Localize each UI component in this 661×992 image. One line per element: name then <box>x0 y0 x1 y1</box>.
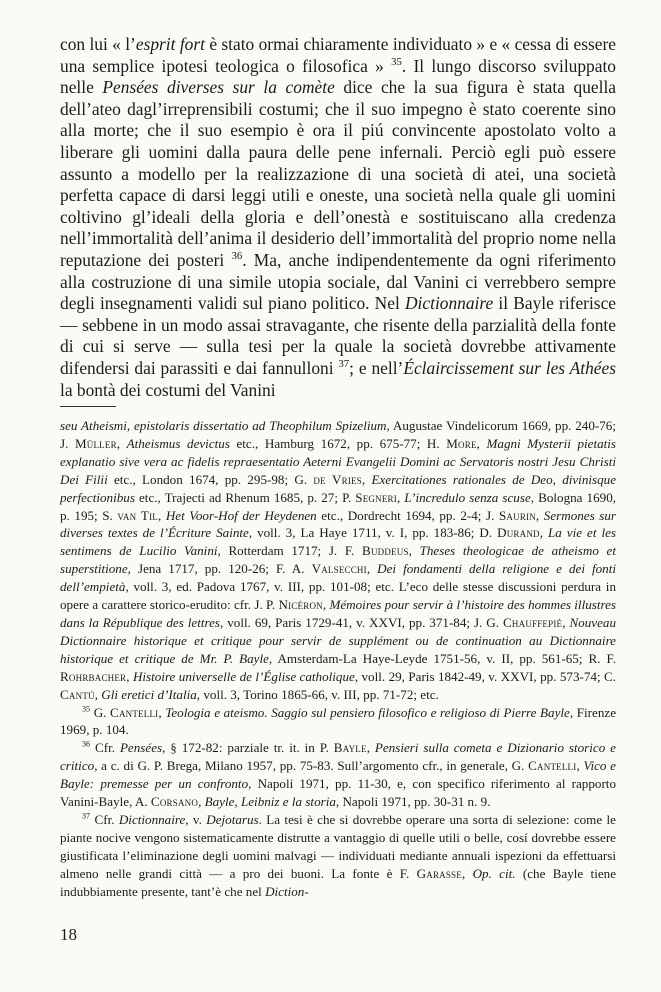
page-number: 18 <box>60 925 77 944</box>
footnote-36: $^{36}$ Cfr. Pensées, § 172-82: parziale tr. it. in P. Bayle, Pensieri sulla cometa e Dizionario storico e critico, a c. di G. P. Brega, Milano 1957, pp. 75-83. Sull’argomento cfr., in generale, G. Cantelli, Vico e Bayle: premesse per un confronto, Napoli 1971, pp. 11-30, e, con specifico riferimento al rapporto Vanini-Bayle, A. Corsano, Bayle, Leibniz e la storia, Napoli 1971, pp. 30-31 n. 9. <box>60 739 616 810</box>
footnote-37: $^{37}$ Cfr. Dictionnaire, v. Dejotarus. La tesi è che si dovrebbe operare una sorta di selezione: come le piante nocive vengono sistematicamente distrutte a vantaggio di quelle utili o belle, cosí dovrebbe essere giustificata l’eliminazione degli uomini malvagi — individuati mediante annuali ispezioni da effettuarsi almeno nelle grandi città — a pro dei buoni. La fonte è F. Garasse, Op. cit. (che Bayle tiene indubbiamente presente, tant’è che nel Diction- <box>60 811 617 899</box>
body-paragraph: con lui « l’esprit fort è stato ormai chiaramente individuato » e « cessa di essere una semplice ipotesi teologica o filosofica » $^{35}$. Il lungo discorso sviluppato nelle Pensées diverses sur la comète dice che la sua figura è stata quella dell’ateo dagl’irreprensibili costumi; che il suo impegno è stato coerente sino alla morte; che il suo esempio è ora il piú convincente apostolato volto a liberare gli uomini dalla paura delle pene infernali. Perciò egli può essere assunto a modello per la realizzazione di una società di atei, una società perfetta capace di darsi leggi utili e oneste, una società nella quale gli uomini coltivino gl’ideali della gloria e dell’onestà e sostituiscano alla credenza nell’immortalità dell’anima il desiderio dell’immortalità del proprio nome nella reputazione dei posteri $^{36}$. Ma, anche indipendentemente da ogni riferimento alla costruzione di una simile utopia sociale, dal Vanini ci verrebbero sempre degli insegnamenti validi sul piano politico. Nel Dictionnaire il Bayle riferisce — sebbene in un modo assai stravagante, che risente della parzialità della fonte di cui si serve — sulla tesi per la quale la società dovrebbe attivamente difendersi dai parassiti e dai fannulloni $^{37}$; e nell’Éclaircissement sur les Athées la bontà dei costumi del Vanini <box>60 34 617 400</box>
footnote-35: $^{35}$ G. Cantelli, Teologia e ateismo. Saggio sul pensiero filosofico e religioso di Pierre Bayle, Firenze 1969, p. 104. <box>60 704 617 738</box>
footnote-continuation: seu Atheismi, epistolaris dissertatio ad Theophilum Spizelium, Augustae Vindelicorum 1669, pp. 240-76; J. Müller, Atheismus devictus etc., Hamburg 1672, pp. 675-77; H. More, Magni Mysterii pietatis explanatio sive vera ac fidelis repraesentatio Aeterni Evangelii Domini ac Servatoris nostri Jesu Christi Dei Filii etc., London 1674, pp. 295-98; G. de Vries, Exercitationes rationales de Deo, divinisque perfectionibus etc., Trajecti ad Rhenum 1685, p. 27; P. Segneri, L’incredulo senza scuse, Bologna 1690, p. 195; S. van Til, Het Voor-Hof der Heydenen etc., Dordrecht 1694, pp. 2-4; J. Saurin, Sermones sur diverses textes de l’Écriture Sainte, voll. 3, La Haye 1711, v. I, pp. 183-86; D. Durand, La vie et les sentimens de Lucilio Vanini, Rotterdam 1717; J. F. Buddeus, Theses theologicae de atheismo et superstitione, Jena 1717, pp. 120-26; F. A. Valsecchi, Dei fondamenti della religione e dei fonti dell’empietà, voll. 3, ed. Padova 1767, v. III, pp. 101-08; etc. L’eco delle stesse discussioni perdura in opere a carattere storico-erudito: cfr. J. P. Nicéron, Mémoires pour servir à l’histoire des hommes illustres dans la République des lettres, voll. 69, Paris 1729-41, v. XXVI, pp. 371-84; J. G. Chauffepié, Nouveau Dictionnaire historique et critique pour servir de supplément ou de continuation au Dictionnaire historique et critique de Mr. P. Bayle, Amsterdam-La Haye-Leyde 1751-56, v. II, pp. 561-65; R. F. Rohrbacher, Histoire universelle de l’Église catholique, voll. 29, Paris 1842-49, v. XXVI, pp. 573-74; C. Cantú, Gli eretici d’Italia, voll. 3, Torino 1865-66, v. III, pp. 71-72; etc. <box>60 418 617 702</box>
footnote-separator-rule <box>60 406 116 407</box>
main-text-block <box>60 34 616 401</box>
footnotes-block <box>60 417 616 900</box>
